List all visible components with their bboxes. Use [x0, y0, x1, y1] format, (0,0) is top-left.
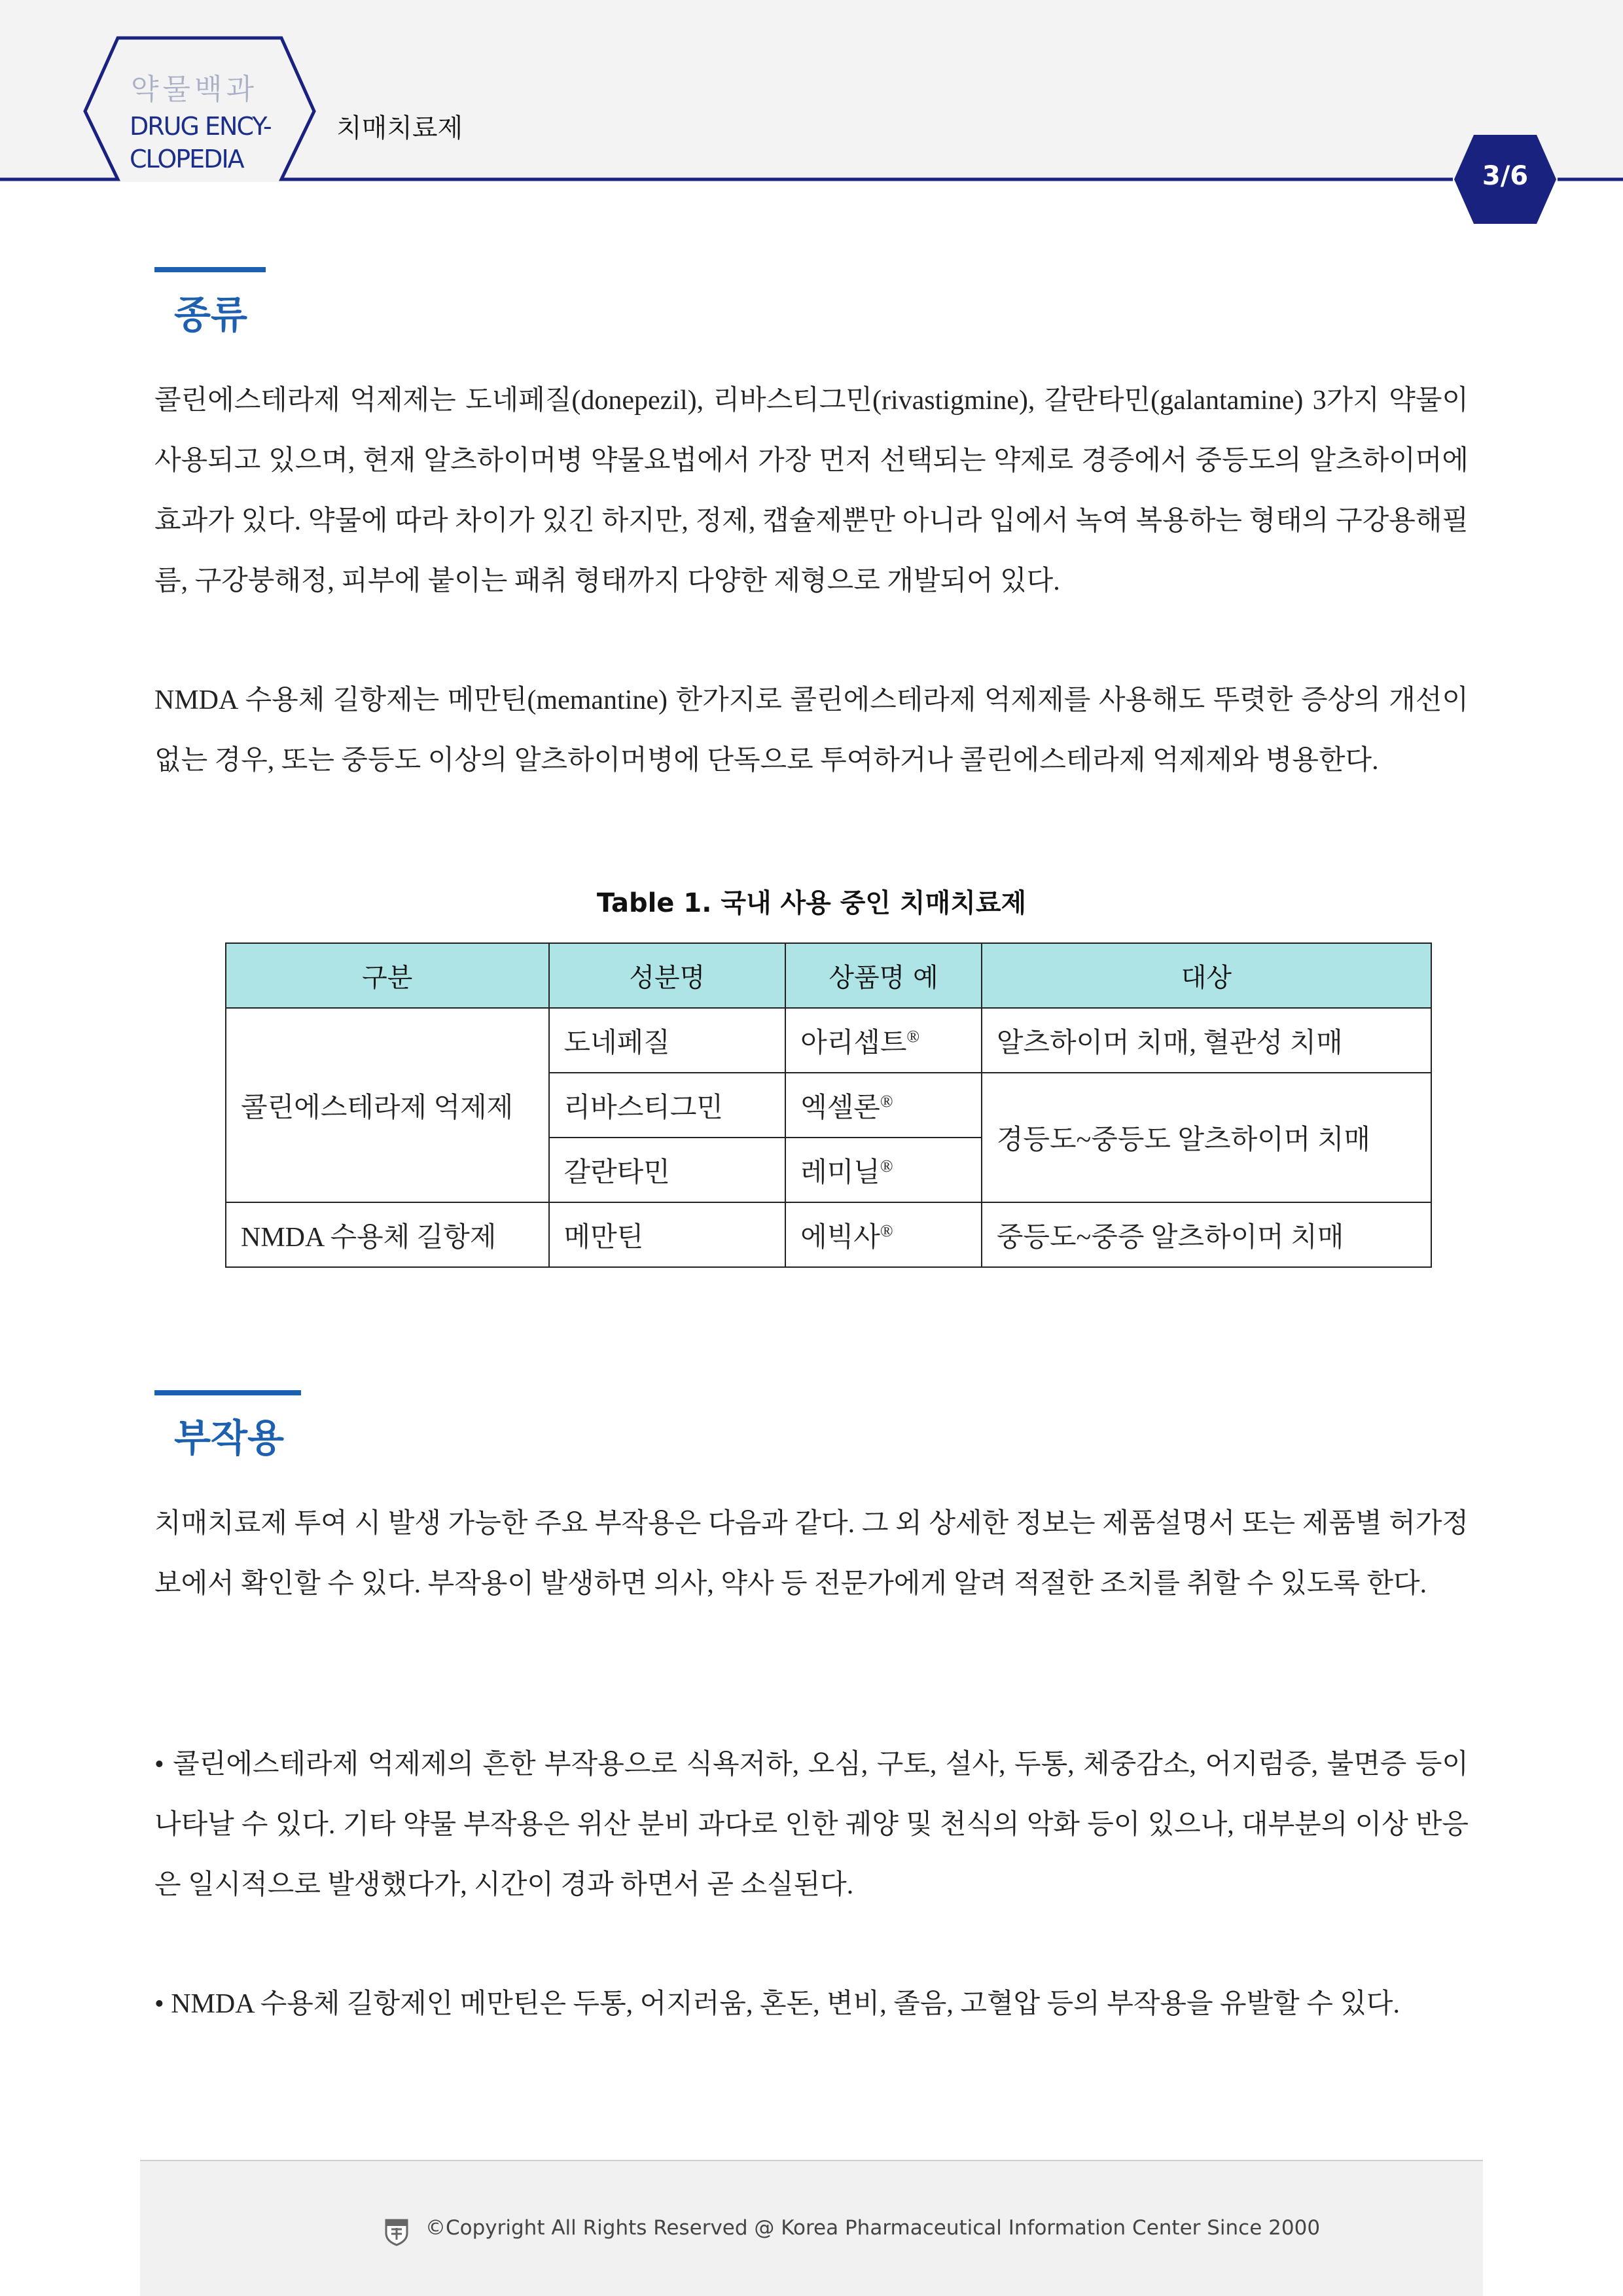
table-cell-group: 콜린에스테라제 억제제: [226, 1008, 549, 1202]
logo-subtitle: [130, 110, 300, 175]
product-name: 에빅사: [800, 1222, 880, 1253]
section-title-types: 종류: [174, 293, 248, 337]
section-title-bar: [154, 1390, 301, 1395]
table-cell-ingredient: 갈란타민: [549, 1138, 786, 1202]
product-name: 레미닐: [800, 1157, 880, 1188]
logo-subtitle-line1: DRUG ENCY-: [130, 112, 271, 141]
bullet-cholinesterase-side-effects: • 콜린에스테라제 억제제의 흔한 부작용으로 식욕저하, 오심, 구토, 설사, 두통, 체중감소, 어지럼증, 불면증 등이 나타날 수 있다. 기타 약물 부작용은 위산 분비 과다로 인한 궤양 및 천식의 악화 등이 있으나, 대부분의 이상 반응은 일시적으로 발생했다가, 시간이 경과 하면서 곧 소실된다.: [154, 1749, 1469, 1900]
document-title: 치매치료제: [336, 113, 463, 143]
section-title-side-effects: 부작용: [174, 1416, 285, 1460]
registered-mark: ®: [880, 1221, 893, 1240]
table-cell-product: [785, 1008, 982, 1073]
drug-table: [225, 942, 1432, 1268]
table-cell-target: 중등도~중증 알츠하이머 치매: [982, 1202, 1431, 1267]
table-cell-ingredient: 리바스티그민: [549, 1073, 786, 1138]
table-cell-ingredient: 도네페질: [549, 1008, 786, 1073]
registered-mark: ®: [906, 1026, 920, 1046]
table-cell-group: NMDA 수용체 길항제: [226, 1202, 549, 1267]
registered-mark: ®: [880, 1091, 893, 1111]
section-title-bar: [154, 267, 266, 272]
table-cell-product: [785, 1073, 982, 1138]
table-cell-product: [785, 1138, 982, 1202]
table-header-target: 대상: [982, 943, 1431, 1008]
product-name: 엑셀론: [800, 1092, 880, 1123]
paragraph-cholinesterase: 콜린에스테라제 억제제는 도네페질(donepezil), 리바스티그민(rivastigmine), 갈란타민(galantamine) 3가지 약물이 사용되고 있으며, 현재 알츠하이머병 약물요법에서 가장 먼저 선택되는 약제로 경증에서 중등도의 알츠하이머에 효과가 있다. 약물에 따라 차이가 있긴 하지만, 정제, 캡슐제뿐만 아니라 입에서 녹여 복용하는 형태의 구강용해필름, 구강붕해정, 피부에 붙이는 패취 형태까지 다양한 제형으로 개발되어 있다.: [154, 386, 1469, 596]
paragraph-nmda: NMDA 수용체 길항제는 메만틴(memantine) 한가지로 콜린에스테라제 억제제를 사용해도 뚜렷한 증상의 개선이 없는 경우, 또는 중등도 이상의 알츠하이머병에 단독으로 투여하거나 콜린에스테라제 억제제와 병용한다.: [154, 685, 1469, 776]
bullet-memantine-side-effects: • NMDA 수용체 길항제인 메만틴은 두통, 어지러움, 혼돈, 변비, 졸음, 고혈압 등의 부작용을 유발할 수 있다.: [154, 1989, 1400, 2019]
table-row: [226, 1202, 1431, 1267]
table-header-product: 상품명 예: [785, 943, 982, 1008]
logo-title: 약물백과: [131, 73, 259, 106]
shield-emblem-icon: [383, 2217, 410, 2246]
footer-copyright: ©Copyright All Rights Reserved @ Korea Pharmaceutical Information Center Since 2000: [425, 2216, 1321, 2240]
paragraph-side-effects-intro: 치매치료제 투여 시 발생 가능한 주요 부작용은 다음과 같다. 그 외 상세한 정보는 제품설명서 또는 제품별 허가정보에서 확인할 수 있다. 부작용이 발생하면 의사, 약사 등 전문가에게 알려 적절한 조치를 취할 수 있도록 한다.: [154, 1509, 1469, 1599]
logo-subtitle-line2: CLOPEDIA: [130, 145, 243, 173]
table-header-category: 구분: [226, 943, 549, 1008]
table-cell-product: [785, 1202, 982, 1267]
table-caption: Table 1. 국내 사용 중인 치매치료제: [596, 888, 1027, 918]
table-row: [226, 1008, 1431, 1073]
product-name: 아리셉트: [800, 1028, 907, 1058]
table-cell-target: 알츠하이머 치매, 혈관성 치매: [982, 1008, 1431, 1073]
page-indicator: 3/6: [1482, 161, 1529, 191]
table-header-ingredient: 성분명: [549, 943, 786, 1008]
registered-mark: ®: [880, 1156, 893, 1175]
table-cell-target: 경등도~중등도 알츠하이머 치매: [982, 1073, 1431, 1202]
table-header-row: [226, 943, 1431, 1008]
table-cell-ingredient: 메만틴: [549, 1202, 786, 1267]
